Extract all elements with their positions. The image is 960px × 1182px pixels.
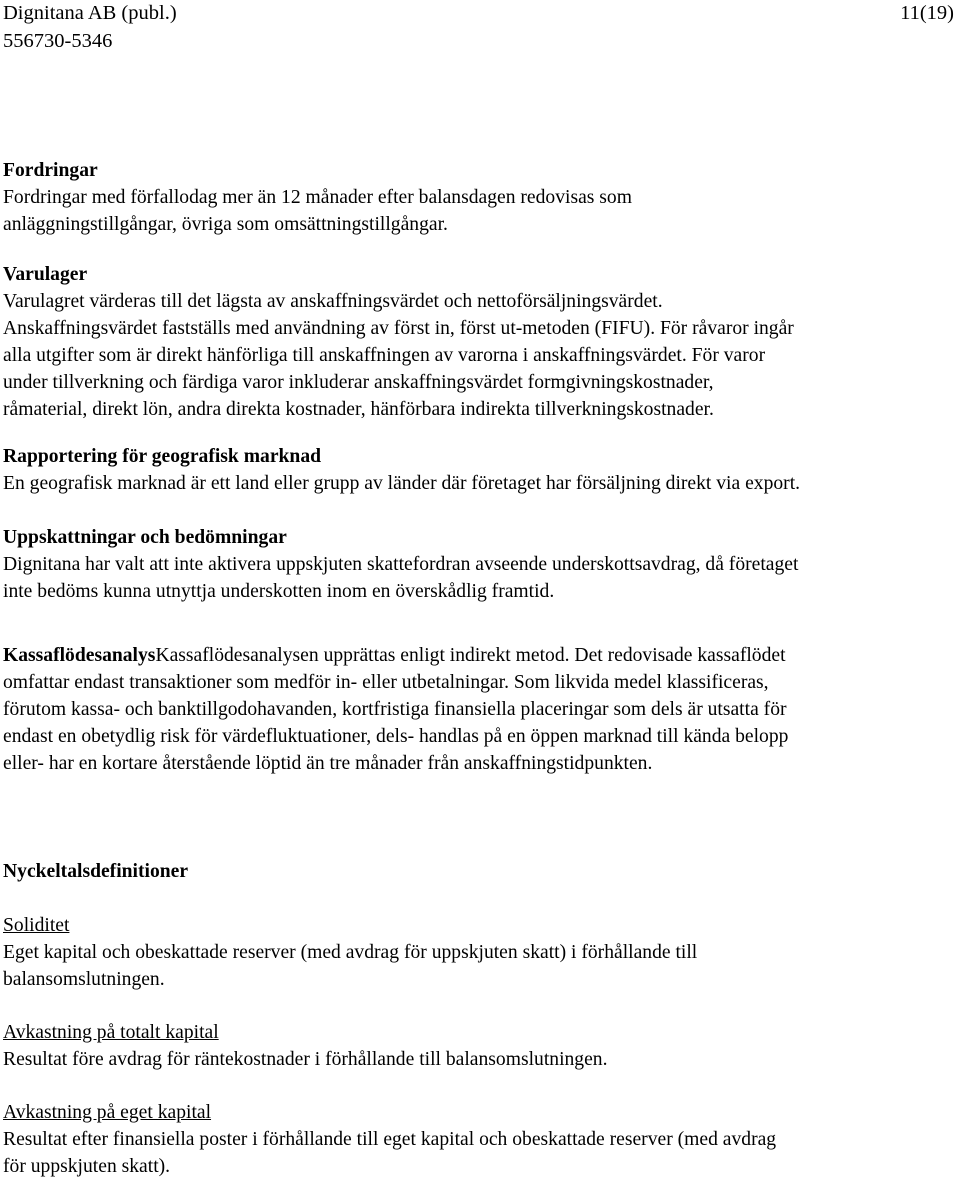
body-line: omfattar endast transaktioner som medför in- eller utbetalningar. Som likvida medel klassificeras,	[3, 672, 769, 693]
definition-avkastning-totalt-kapital	[3, 1019, 958, 1073]
body-line: Anskaffningsvärdet fastställs med användning av först in, först ut-metoden (FIFU). För råvaror ingår	[3, 318, 794, 339]
definition-soliditet	[3, 912, 958, 993]
definition-term: Avkastning på totalt kapital	[3, 1022, 219, 1043]
section-fordringar	[3, 157, 958, 238]
body-line: Resultat före avdrag för räntekostnader i förhållande till balansomslutningen.	[3, 1049, 608, 1070]
section-heading: Fordringar	[3, 160, 98, 181]
body-line: Eget kapital och obeskattade reserver (med avdrag för uppskjuten skatt) i förhållande till	[3, 942, 698, 963]
section-heading: Varulager	[3, 264, 88, 285]
section-heading: Uppskattningar och bedömningar	[3, 527, 287, 548]
body-line: under tillverkning och färdiga varor inkluderar anskaffningsvärdet formgivningskostnader,	[3, 372, 714, 393]
body-line: anläggningstillgångar, övriga som omsättningstillgångar.	[3, 214, 448, 235]
section-heading: Rapportering för geografisk marknad	[3, 446, 322, 467]
inline-text: Kassaflödesanalysen upprättas enligt indirekt metod. Det redovisade kassaflödet	[155, 645, 786, 666]
body-line: Dignitana har valt att inte aktivera uppskjuten skattefordran avseende underskottsavdrag, då företaget	[3, 554, 799, 575]
body-line: Resultat efter finansiella poster i förhållande till eget kapital och obeskattade reserver (med avdrag	[3, 1129, 777, 1150]
body-line	[3, 642, 958, 669]
body-line: råmaterial, direkt lön, andra direkta kostnader, hänförbara indirekta tillverkningskostnader.	[3, 399, 714, 420]
page-header-left	[3, 0, 177, 55]
section-heading: Nyckeltalsdefinitioner	[3, 861, 189, 882]
body-line: inte bedöms kunna utnyttja underskotten inom en överskådlig framtid.	[3, 581, 555, 602]
org-number: 556730-5346	[3, 29, 113, 52]
definition-term: Avkastning på eget kapital	[3, 1102, 212, 1123]
page-number: 11(19)	[900, 2, 954, 24]
section-kassaflodesanalys	[3, 642, 958, 777]
definition-term: Soliditet	[3, 915, 70, 936]
body-line: balansomslutningen.	[3, 969, 165, 990]
company-name: Dignitana AB (publ.)	[3, 2, 177, 24]
body-line: Fordringar med förfallodag mer än 12 månader efter balansdagen redovisas som	[3, 187, 632, 208]
body-line: Varulagret värderas till det lägsta av anskaffningsvärdet och nettoförsäljningsvärdet.	[3, 291, 663, 312]
definition-avkastning-eget-kapital	[3, 1099, 958, 1180]
section-varulager	[3, 261, 958, 423]
section-rapportering	[3, 443, 958, 497]
body-line: endast en obetydlig risk för värdefluktuationer, dels- handlas på en öppen marknad till kända belopp	[3, 726, 789, 747]
section-uppskattningar	[3, 524, 958, 605]
section-heading: Kassaflödesanalys	[3, 645, 156, 666]
body-line: En geografisk marknad är ett land eller grupp av länder där företaget har försäljning direkt via export.	[3, 473, 801, 494]
body-line: för uppskjuten skatt).	[3, 1156, 171, 1177]
body-line: förutom kassa- och banktillgodohavanden, kortfristiga finansiella placeringar som dels är utsatta för	[3, 699, 787, 720]
body-line: eller- har en kortare återstående löptid än tre månader från anskaffningstidpunkten.	[3, 753, 653, 774]
section-nyckeltalsdefinitioner	[3, 858, 958, 885]
body-line: alla utgifter som är direkt hänförliga till anskaffningen av varorna i anskaffningsvärdet. För varor	[3, 345, 766, 366]
